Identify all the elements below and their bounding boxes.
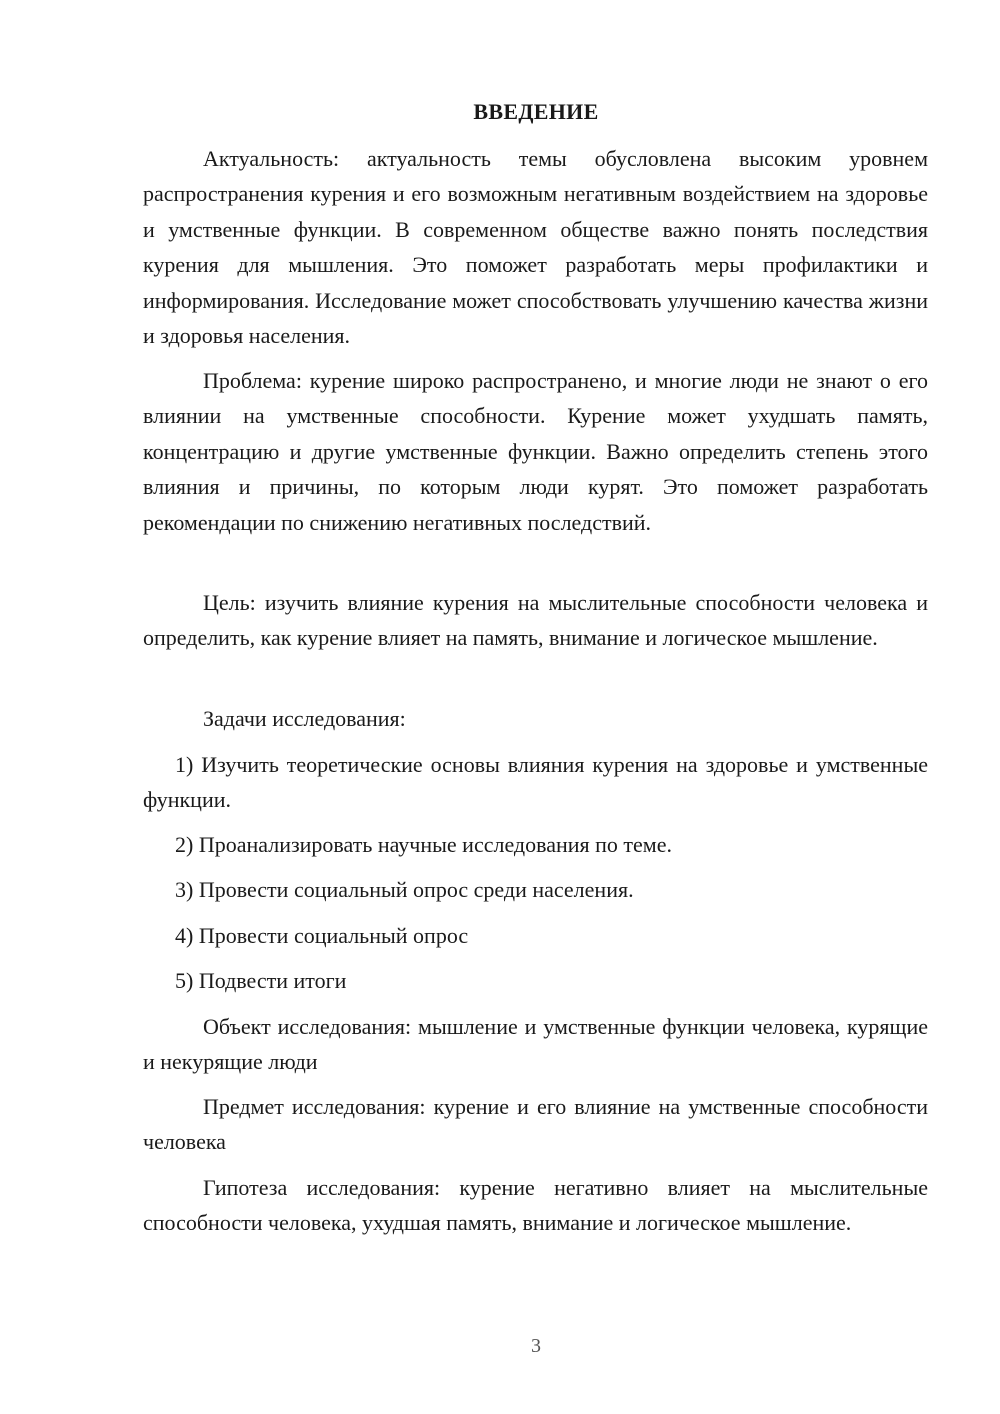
paragraph-relevance: Актуальность: актуальность темы обусловлена высоким уровнем распространения курения и его возможным негативным воздействием на здоровье и умственные функции. В современном обществе важно понять последствия курения для мышления. Это поможет разработать меры профилактики и информирования. Исследование может способствовать улучшению качества жизни и здоровья населения. [143,146,928,349]
page-title: ВВЕДЕНИЕ [473,99,599,124]
paragraph-object: Объект исследования: мышление и умственные функции человека, курящие и некурящие люди [143,1014,928,1075]
task-item-3: 3) Провести социальный опрос среди населения. [175,877,634,902]
paragraph-problem: Проблема: курение широко распространено, и многие люди не знают о его влиянии на умственные способности. Курение может ухудшать память, концентрацию и другие умственные функции. Важно определить степень этого влияния и причины, по которым люди курят. Это поможет разработать рекомендации по снижению негативных последствий. [143,368,928,535]
paragraph-subject: Предмет исследования: курение и его влияние на умственные способности человека [143,1094,928,1155]
task-item-4: 4) Провести социальный опрос [175,923,469,948]
task-item-5: 5) Подвести итоги [175,968,347,993]
page-number: 3 [531,1335,541,1357]
paragraph-goal: Цель: изучить влияние курения на мыслительные способности человека и определить, как курение влияет на память, внимание и логическое мышление. [143,590,928,651]
task-item-2: 2) Проанализировать научные исследования по теме. [175,832,672,857]
paragraph-hypothesis: Гипотеза исследования: курение негативно влияет на мыслительные способности человека, ухудшая память, внимание и логическое мышление. [143,1175,928,1236]
task-item-1: 1) Изучить теоретические основы влияния курения на здоровье и умственные функции. [143,752,928,813]
tasks-heading: Задачи исследования: [203,706,406,731]
